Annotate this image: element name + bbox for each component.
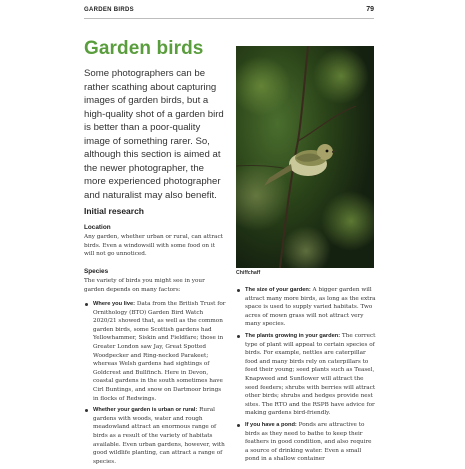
bullet-lead: If you have a pond: <box>245 421 297 428</box>
photo-caption: Chiffchaff <box>236 270 261 276</box>
header-rule <box>84 18 374 19</box>
location-heading: Location <box>84 224 111 231</box>
bullet-lead: The plants growing in your garden: <box>245 332 341 339</box>
bullet-lead: The size of your garden: <box>245 287 311 293</box>
list-item <box>236 421 376 464</box>
list-item <box>84 406 227 466</box>
species-block <box>84 268 227 294</box>
bullet-text: Data from the British Trust for Ornithology (BTO) Garden Bird Watch 2020/21 showed that, as well as the common garden birds, some Scottish gardens had Yellowhammer, Siskin and Fieldfare; those in Greater London saw Jay, Great Spotted Woodpecker and Ring-necked Parakeet; whereas Welsh gardens had sightings of Goldcrest and Bullfinch. Here in Devon, coastal gardens in the south sometimes have Cirl Buntings, and snow on Dartmoor brings in flocks of Redwings. <box>93 301 226 402</box>
location-text: Any garden, whether urban or rural, can attract birds. Even a windowsill with some food on it will not go unnoticed. <box>84 234 223 258</box>
chiffchaff-photo <box>236 46 374 268</box>
bullet-text: A bigger garden will attract many more birds, as long as the extra space is used to supply varied habitats. Two acres of mown grass will not attract very many species. <box>245 287 376 328</box>
page-number: 79 <box>366 6 374 13</box>
bullet-lead: Whether your garden is urban or rural: <box>93 407 198 414</box>
intro-paragraph: Some photographers can be rather scathing about capturing images of garden birds, but a high-quality shot of a garden bird is better than a poor-quality image of something rarer. So, although this section is aimed at the newer photographer, the more experienced photographer and naturalist may also benefit. <box>84 68 224 201</box>
list-item <box>236 332 376 418</box>
running-head: GARDEN BIRDS <box>84 7 134 13</box>
section-heading: Initial research <box>84 206 145 216</box>
page-title: Garden birds <box>84 38 204 59</box>
chiffchaff-image <box>236 46 374 268</box>
list-item <box>84 300 227 403</box>
left-bullet-list <box>84 300 227 469</box>
bullet-text: Ponds are attractive to birds as they need to bathe to keep their feathers in good condition, and also require a source of drinking water. Even a small pond in a shallow container <box>245 421 372 463</box>
species-heading: Species <box>84 268 109 275</box>
bullet-text: The correct type of plant will appeal to certain species of birds. For example, nettles are caterpillar food and many birds rely on caterpillars to feed their young; seed plants such as Teasel, Knapweed and Sunflower will attract the seed feeders; shrubs with berries will attract other birds; shrubs and hedges provide nest sites. The RTO and the RSPB have advice for making gardens bird-friendly. <box>245 332 376 417</box>
bullet-text: Rural gardens with woods, water and rough meadowland attract an enormous range of birds as a result of the variety of habitats available. Even urban gardens, however, with good wildlife planting, can attract a range of species. <box>93 407 225 465</box>
bullet-lead: Where you live: <box>93 301 136 307</box>
location-block <box>84 224 227 259</box>
right-bullet-list <box>236 286 376 467</box>
list-item <box>236 286 376 329</box>
species-text: The variety of birds you might see in your garden depends on many factors: <box>84 278 205 293</box>
